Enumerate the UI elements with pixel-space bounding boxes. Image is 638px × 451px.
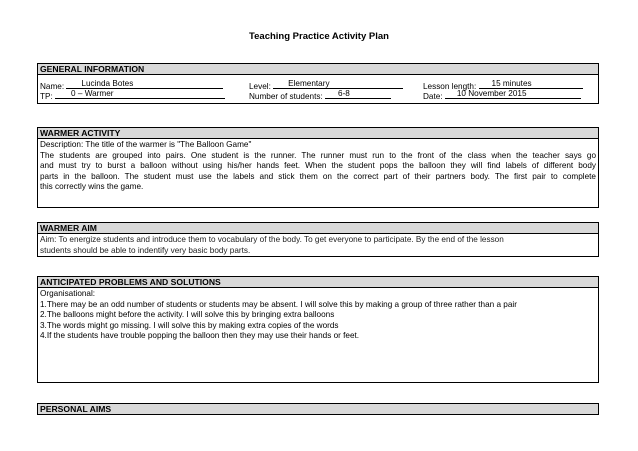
- tp-field: [40, 89, 225, 102]
- level-value: Elementary: [273, 79, 403, 89]
- warmer-aim-body: [38, 234, 598, 256]
- page-title: Teaching Practice Activity Plan: [249, 31, 389, 42]
- general-information-section: [37, 63, 599, 104]
- warmer-aim-section: [37, 222, 599, 257]
- date-field: [423, 89, 581, 102]
- warmer-aim-line: Aim: To energize students and introduce them to vocabulary of the body. To get everyone to participate. By the end of the lesson: [40, 235, 504, 244]
- warmer-activity-line: The students are grouped into pairs. One student is the runner. The runner must run to the front of the class when the teacher says go: [40, 150, 596, 160]
- problems-line: Organisational:: [40, 289, 96, 298]
- general-info-row-2: [38, 89, 598, 102]
- anticipated-problems-body: [38, 288, 598, 342]
- warmer-activity-line: and must try to burst a balloon without using his/her hands feet. When the student pops the balloon they will find labels of different body: [40, 161, 596, 171]
- tp-value: 0 – Warmer: [55, 89, 225, 99]
- level-label: Level:: [249, 82, 271, 91]
- students-label: Number of students:: [249, 92, 323, 102]
- name-label: Name:: [40, 82, 65, 91]
- warmer-aim-header: WARMER AIM: [38, 223, 598, 234]
- problems-line: 2.The balloons might before the activity. I will solve this by bringing extra balloons: [40, 310, 335, 320]
- problems-line: 4.If the students have trouble popping the balloon then they may use their hands or feet.: [40, 331, 360, 341]
- warmer-activity-line: Description: The title of the warmer is "The Balloon Game": [40, 140, 252, 149]
- warmer-activity-section: [37, 127, 599, 208]
- lesson-length-value: 15 minutes: [479, 79, 583, 89]
- anticipated-problems-header: ANTICIPATED PROBLEMS AND SOLUTIONS: [38, 277, 598, 288]
- problems-line: 1.There may be an odd number of students or students may be absent. I will solve this by making a group of three rather than a pair: [40, 299, 517, 309]
- students-field: [249, 89, 391, 102]
- students-value: 6-8: [325, 89, 391, 99]
- anticipated-problems-section: [37, 276, 599, 383]
- lesson-length-label: Lesson length:: [423, 82, 477, 91]
- tp-label: TP:: [40, 92, 53, 102]
- general-info-row-1: [38, 79, 598, 89]
- date-label: Date:: [423, 92, 443, 102]
- general-information-header: GENERAL INFORMATION: [38, 64, 598, 75]
- warmer-aim-line: students should be able to indentify very basic body parts.: [40, 245, 251, 255]
- personal-aims-header: PERSONAL AIMS: [38, 404, 598, 414]
- warmer-activity-line: parts in the balloon. The student must use the labels and stick them on the correct part of their partners body. The first pair to complete: [40, 171, 596, 181]
- warmer-activity-body: [38, 139, 598, 193]
- warmer-activity-line: this correctly wins the game.: [40, 182, 144, 192]
- warmer-activity-header: WARMER ACTIVITY: [38, 128, 598, 139]
- problems-line: 3.The words might go missing. I will solve this by making extra copies of the words: [40, 320, 339, 330]
- date-value: 10 November 2015: [445, 89, 581, 99]
- personal-aims-section: [37, 403, 599, 415]
- name-value: Lucinda Botes: [66, 79, 223, 89]
